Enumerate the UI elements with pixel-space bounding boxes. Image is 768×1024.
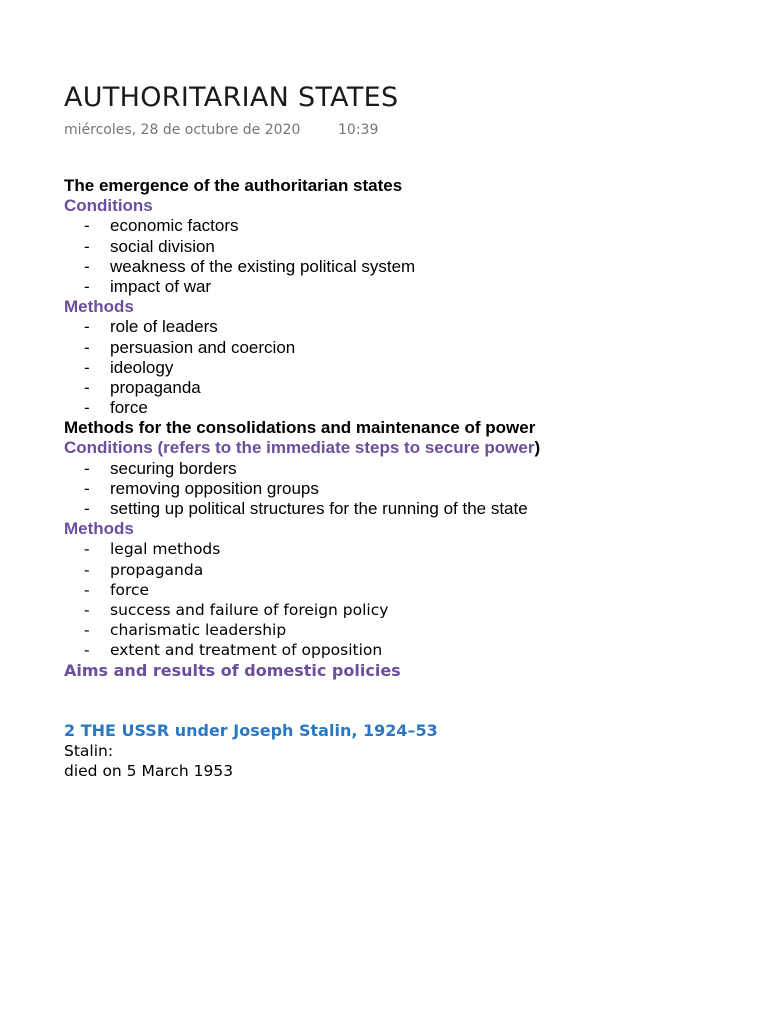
conditions-list-2 [64,459,754,520]
page-content [64,176,754,781]
aims-label: Aims and results of domestic policies [64,660,401,680]
list-item: - extent and treatment of opposition [84,641,383,660]
section-heading-consolidation: Methods for the consolidations and maintenance of power [64,418,536,438]
list-item: - propaganda [84,377,201,397]
methods-label-2: Methods [64,519,134,539]
list-item: - force [84,398,148,418]
section-heading-emergence: The emergence of the authoritarian states [64,176,403,195]
list-item: - propaganda [84,560,204,579]
list-item: - weakness of the existing political system [84,256,416,276]
conditions-label: Conditions [64,196,153,216]
list-item: - legal methods [84,540,221,559]
methods-list [64,317,754,418]
spacer [64,681,754,721]
list-item: - force [84,580,150,599]
page-date: miércoles, 28 de octubre de 2020 [64,122,301,138]
page-timestamp [64,122,379,138]
stalin-label: Stalin: [64,741,114,760]
page-time: 10:39 [338,122,379,138]
list-item: - ideology [84,357,174,377]
list-item: - success and failure of foreign policy [84,600,389,619]
page-title: AUTHORITARIAN STATES [64,82,399,113]
list-item: - persuasion and coercion [84,337,296,357]
section-heading-ussr: 2 THE USSR under Joseph Stalin, 1924–53 [64,720,438,740]
list-item: - economic factors [84,216,239,236]
list-item: - role of leaders [84,317,218,337]
list-item: - removing opposition groups [84,478,319,498]
methods-list-2 [64,539,754,660]
list-item: - social division [84,236,215,256]
stalin-death-note: died on 5 March 1953 [64,762,234,781]
list-item: - setting up political structures for the running of the state [84,499,528,518]
conditions-label-2: Conditions (refers to the immediate steps to secure power) [64,438,541,458]
list-item: - securing borders [84,458,237,478]
methods-label: Methods [64,297,134,317]
conditions-list [64,216,754,297]
list-item: - impact of war [84,276,212,296]
list-item: - charismatic leadership [84,621,287,640]
